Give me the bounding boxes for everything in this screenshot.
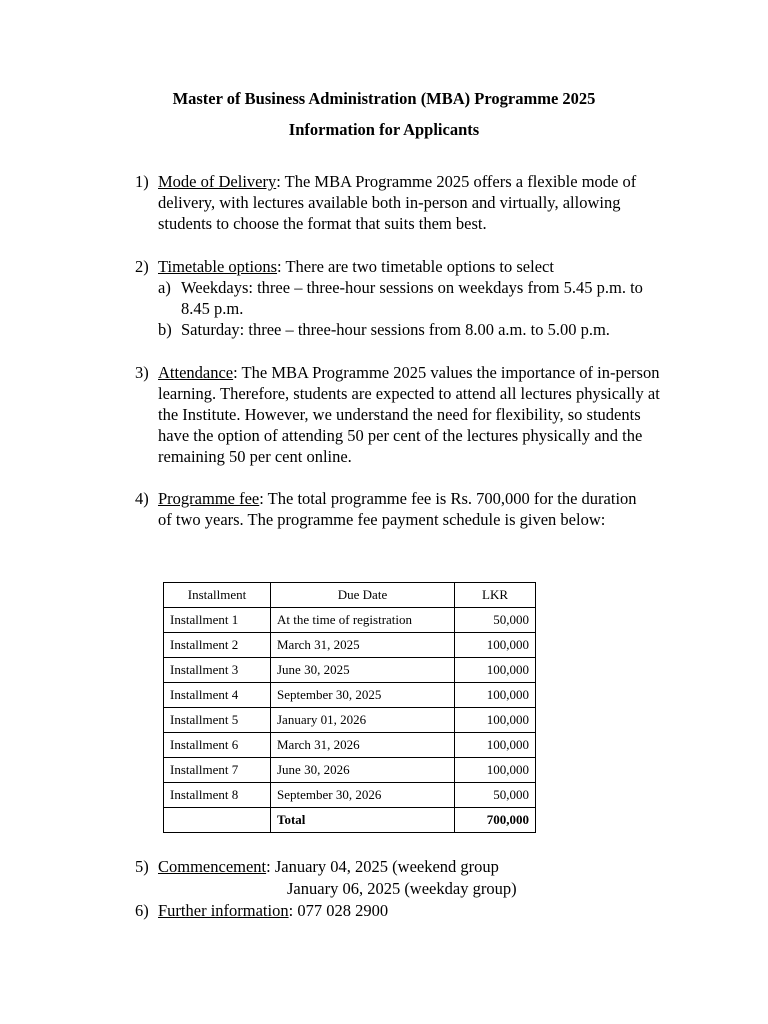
amount-cell: 100,000 xyxy=(455,708,536,733)
item-3-paragraph xyxy=(158,362,668,467)
item-2b-text: Saturday: three – three-hour sessions from 8.00 a.m. to 5.00 p.m. xyxy=(181,320,610,339)
table-total-row xyxy=(164,808,536,833)
item-2-text: : There are two timetable options to select xyxy=(277,257,554,276)
empty-cell xyxy=(164,808,271,833)
due-date-cell: June 30, 2026 xyxy=(271,758,455,783)
item-2b-letter: b) xyxy=(158,320,172,339)
due-date-cell: March 31, 2026 xyxy=(271,733,455,758)
table-header-row xyxy=(164,583,536,608)
table-row xyxy=(164,683,536,708)
item-3-text: : The MBA Programme 2025 values the importance of in-person learning. Therefore, students are expected to attend all lectures physically at the Institute. However, we understand the need for flexibility, so students have the option of attending 50 per cent of the lectures physically and the remaining 50 per cent online. xyxy=(158,363,660,466)
item-3-label: Attendance xyxy=(158,363,234,382)
item-6-text: : 077 028 2900 xyxy=(288,901,389,920)
document-subtitle: Information for Applicants xyxy=(288,120,480,139)
item-1-label: Mode of Delivery xyxy=(158,172,277,191)
header-installment: Installment xyxy=(164,583,271,608)
installment-cell: Installment 8 xyxy=(164,783,271,808)
due-date-cell: June 30, 2025 xyxy=(271,658,455,683)
header-due-date: Due Date xyxy=(271,583,455,608)
item-5-label: Commencement xyxy=(158,857,267,876)
amount-cell: 100,000 xyxy=(455,658,536,683)
item-5-paragraph xyxy=(158,856,499,877)
table-row xyxy=(164,708,536,733)
table-row xyxy=(164,608,536,633)
amount-cell: 50,000 xyxy=(455,608,536,633)
item-6-label: Further information xyxy=(158,901,289,920)
installment-cell: Installment 6 xyxy=(164,733,271,758)
item-4-number: 4) xyxy=(135,489,149,508)
table-row xyxy=(164,633,536,658)
installment-cell: Installment 3 xyxy=(164,658,271,683)
due-date-cell: September 30, 2025 xyxy=(271,683,455,708)
installment-cell: Installment 1 xyxy=(164,608,271,633)
item-2-label: Timetable options xyxy=(158,257,278,276)
total-label-cell: Total xyxy=(271,808,455,833)
due-date-cell: September 30, 2026 xyxy=(271,783,455,808)
table-row xyxy=(164,783,536,808)
item-5-number: 5) xyxy=(135,857,149,876)
due-date-cell: January 01, 2026 xyxy=(271,708,455,733)
installment-cell: Installment 4 xyxy=(164,683,271,708)
item-6-number: 6) xyxy=(135,901,149,920)
item-2a-letter: a) xyxy=(158,278,171,297)
amount-cell: 100,000 xyxy=(455,758,536,783)
item-6-paragraph xyxy=(158,900,388,921)
item-5-second-line: January 06, 2025 (weekday group) xyxy=(287,879,517,898)
header-lkr: LKR xyxy=(455,583,536,608)
total-value-cell: 700,000 xyxy=(455,808,536,833)
amount-cell: 100,000 xyxy=(455,733,536,758)
item-4-text: : The total programme fee is Rs. 700,000 for the duration of two years. The programme fee payment schedule is given below: xyxy=(158,489,637,529)
fee-schedule-table xyxy=(163,582,536,833)
item-1-text: : The MBA Programme 2025 offers a flexible mode of delivery, with lectures available both in-person and virtually, allowing students to choose the format that suits them best. xyxy=(158,172,637,233)
item-3-number: 3) xyxy=(135,363,149,382)
item-2-number: 2) xyxy=(135,257,149,276)
table-row xyxy=(164,658,536,683)
installment-cell: Installment 7 xyxy=(164,758,271,783)
item-4-label: Programme fee xyxy=(158,489,260,508)
item-1-paragraph xyxy=(158,171,668,234)
amount-cell: 50,000 xyxy=(455,783,536,808)
installment-cell: Installment 2 xyxy=(164,633,271,658)
item-5-text: : January 04, 2025 (weekend group xyxy=(266,857,499,876)
amount-cell: 100,000 xyxy=(455,683,536,708)
table-row xyxy=(164,758,536,783)
item-2-paragraph xyxy=(158,256,668,277)
due-date-cell: At the time of registration xyxy=(271,608,455,633)
installment-cell: Installment 5 xyxy=(164,708,271,733)
item-1-number: 1) xyxy=(135,172,149,191)
document-title: Master of Business Administration (MBA) Programme 2025 xyxy=(172,89,596,108)
item-4-paragraph xyxy=(158,488,648,530)
table-row xyxy=(164,733,536,758)
item-2a-text: Weekdays: three – three-hour sessions on weekdays from 5.45 p.m. to 8.45 p.m. xyxy=(181,278,643,318)
due-date-cell: March 31, 2025 xyxy=(271,633,455,658)
amount-cell: 100,000 xyxy=(455,633,536,658)
